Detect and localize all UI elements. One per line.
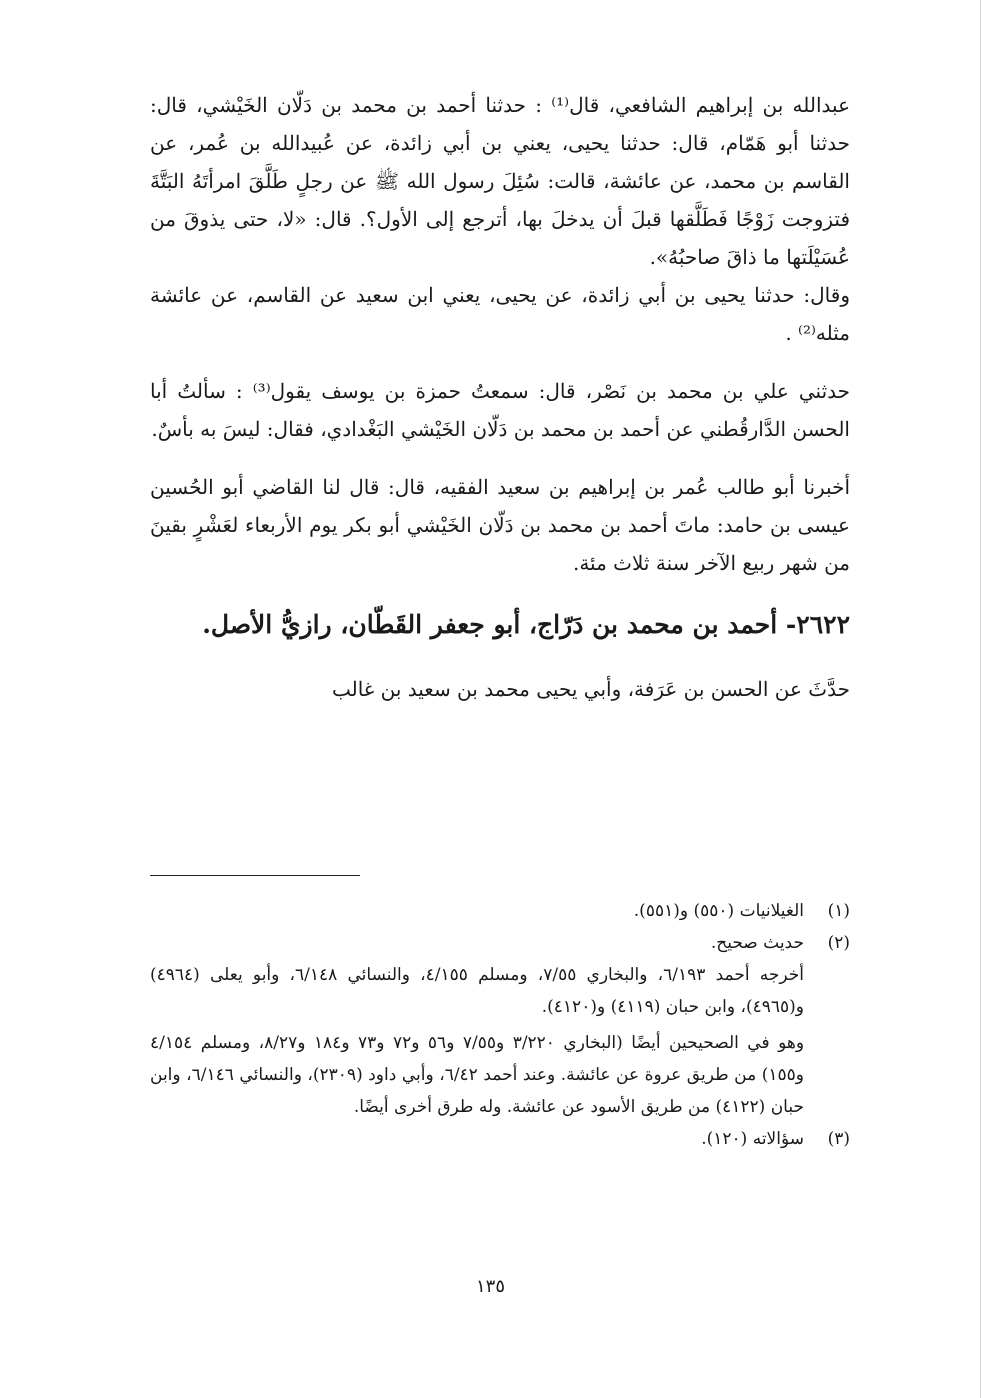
paragraph-5: حدَّثَ عن الحسن بن عَرَفة، وأبي يحيى محمد بن سعيد بن غالب [331, 677, 850, 701]
page-body [150, 86, 850, 708]
page-edge [970, 0, 981, 1398]
paragraph-2: وقال: حدثنا يحيى بن أبي زائدة، عن يحيى، يعني ابن سعيد عن القاسم، عن عائشة مثله⁽²⁾ . [150, 283, 850, 345]
footnote-text: سؤالاته (١٢٠). [701, 1129, 804, 1149]
footnote-2-continuation-2: وهو في الصحيحين أيضًا (البخاري ٣/٢٢٠ و٧/٥٥ و٥٦ و٧٢ و٧٣ و١٨٤ و٨/٢٧، ومسلم ٤/١٥٤ و١٥٥) من طريق عروة عن عائشة. وعند أحمد ٦/٤٢، وأبي داود (٢٣٠٩)، والنسائي ٦/١٤٦، وابن حبان (٤١٢٢) من طريق الأسود عن عائشة. وله طرق أخرى أيضًا. [150, 1033, 805, 1117]
footnote-2-continuation-1: أخرجه أحمد ٦/١٩٣، والبخاري ٧/٥٥، ومسلم ٤/١٥٥، والنسائي ٦/١٤٨، وأبو يعلى (٤٩٦٤) و(٤٩٦٥)، وابن حبان (٤١١٩) و(٤١٢٠). [150, 965, 804, 1017]
paragraph-4: أخبرنا أبو طالب عُمر بن إبراهيم بن سعيد الفقيه، قال: قال لنا القاضي أبو الحُسين عيسى بن حامد: ماتَ أحمد بن محمد بن دَلّان الخَيْشي أبو بكر يوم الأربعاء لعَشْرٍ بقينَ من شهر ربيع الآخر سنة ثلاث مئة. [150, 475, 850, 575]
footnote-divider [150, 875, 360, 876]
paragraph-1: عبدالله بن إبراهيم الشافعي، قال⁽¹⁾ : حدثنا أحمد بن محمد بن دَلّان الخَيْشي، قال: حدثنا أبو هَمّام، قال: حدثنا يحيى، يعني بن أبي زائدة، عن عُبيدالله بن عُمر، عن القاسم بن محمد، عن عائشة، قالت: سُئِلَ رسول الله ﷺ عن رجلٍ طَلَّقَ امرأتَهُ البَتَّةَ فتزوجت زَوْجًا فَطَلَّقها قبلَ أن يدخلَ بها، أترجع إلى الأول؟. قال: «لا، حتى يذوقَ من عُسَيْلَتها ما ذاقَ صاحبُهُ». [150, 93, 851, 269]
text-block-narration [150, 372, 850, 448]
text-block-hadith [150, 86, 850, 352]
text-block-death [150, 468, 850, 582]
footnote-3 [150, 1123, 850, 1155]
footnotes [150, 895, 850, 1155]
footnote-2 [150, 927, 850, 959]
footnote-number: (٢) [827, 933, 850, 953]
footnote-1 [150, 895, 850, 927]
footnote-number: (١) [827, 901, 850, 921]
paragraph-3: حدثني علي بن محمد بن نَصْر، قال: سمعتُ حمزة بن يوسف يقول⁽³⁾ : سألتُ أبا الحسن الدَّارقُطني عن أحمد بن محمد بن دَلّان الخَيْشي البَغْدادي، فقال: ليسَ به بأسٌ. [150, 379, 850, 441]
footnote-text: حديث صحيح. [710, 933, 804, 953]
entry-heading: ٢٦٢٢- أحمد بن محمد بن دَرّاج، أبو جعفر القَطّان، رازيُّ الأصل. [202, 610, 850, 639]
footnote-number: (٣) [827, 1129, 850, 1149]
page-number: ١٣٥ [475, 1276, 505, 1297]
footnote-text: الغيلانيات (٥٥٠) و(٥٥١). [633, 901, 804, 921]
